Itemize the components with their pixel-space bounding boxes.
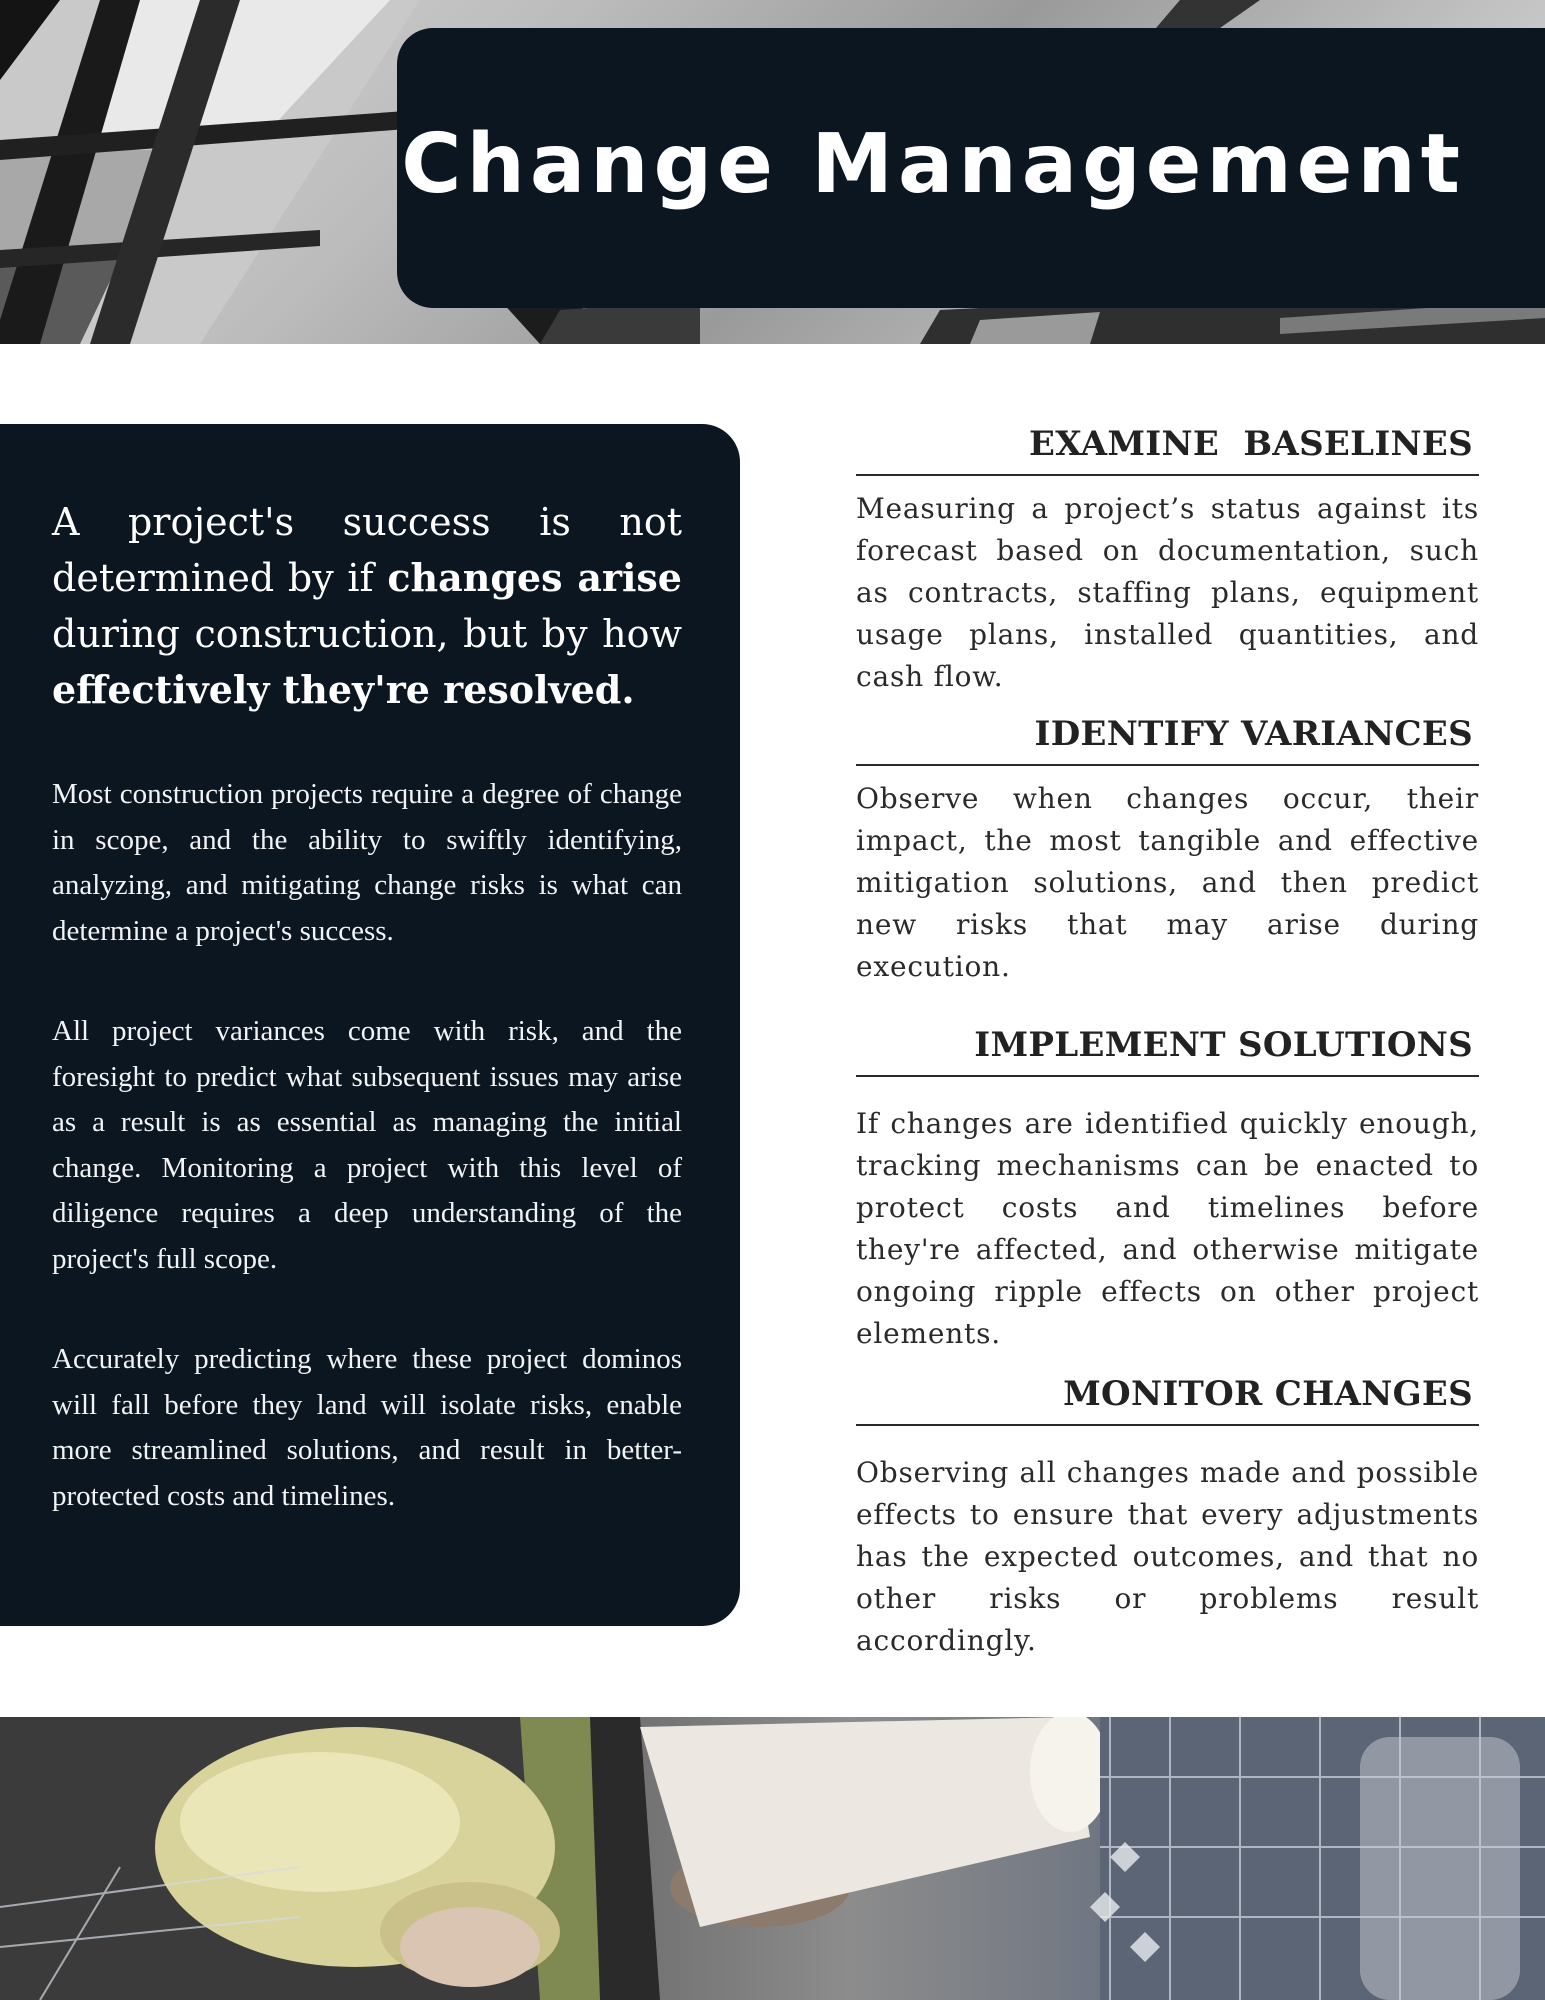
intro-paragraph-2: All project variances come with risk, and the foresight to predict what subsequent issues may arise as a result is as essential as managing the initial change. Monitoring a project with this level of diligence requires a deep understanding of the project's full scope. [52,1015,682,1275]
section-body: Observe when changes occur, their impact, the most tangible and effective mitigation solutions, and then predict new risks that may arise during execution. [856,782,1479,983]
lead-emphasis-2: effectively they're resolved. [52,667,635,712]
section-body: If changes are identified quickly enough, tracking mechanisms can be enacted to protect costs and timelines before they're affected, and otherwise mitigate ongoing ripple effects on other project elements. [856,1107,1479,1350]
section-divider [856,474,1479,476]
section-examine-baselines [856,424,1479,698]
section-identify-variances [856,714,1479,988]
intro-panel [0,424,740,1626]
intro-paragraph-3: Accurately predicting where these project dominos will fall before they land will isolate risks, enable more streamlined solutions, and result in better-protected costs and timelines. [52,1343,682,1512]
section-heading: IDENTIFY VARIANCES [1034,714,1473,754]
section-body: Measuring a project’s status against its forecast based on documentation, such as contracts, staffing plans, equipment usage plans, installed quantities, and cash flow. [856,492,1479,693]
section-divider [856,764,1479,766]
title-banner [397,28,1545,308]
section-divider [856,1075,1479,1077]
construction-worker-image [0,1717,1545,2000]
intro-lead [52,494,682,718]
section-divider [856,1424,1479,1426]
header-building-photo [0,0,1545,344]
section-heading: MONITOR CHANGES [1063,1374,1473,1414]
section-implement-solutions [856,1025,1479,1355]
section-heading: EXAMINE BASELINES [1028,424,1473,464]
page-title: Change Management [401,117,1465,212]
lead-emphasis-1: changes arise [387,555,682,600]
lead-text-1: A project's success is not determined by if [52,500,682,600]
section-heading: IMPLEMENT SOLUTIONS [974,1025,1473,1065]
section-monitor-changes [856,1374,1479,1662]
lead-text-2: during construction, but by how [52,612,682,656]
section-body: Observing all changes made and possible effects to ensure that every adjustments has the expected outcomes, and that no other risks or problems result accordingly. [856,1456,1479,1657]
footer-construction-photo [0,1717,1545,2000]
intro-paragraph-1: Most construction projects require a degree of change in scope, and the ability to swiftly identifying, analyzing, and mitigating change risks is what can determine a project's success. [52,778,682,947]
